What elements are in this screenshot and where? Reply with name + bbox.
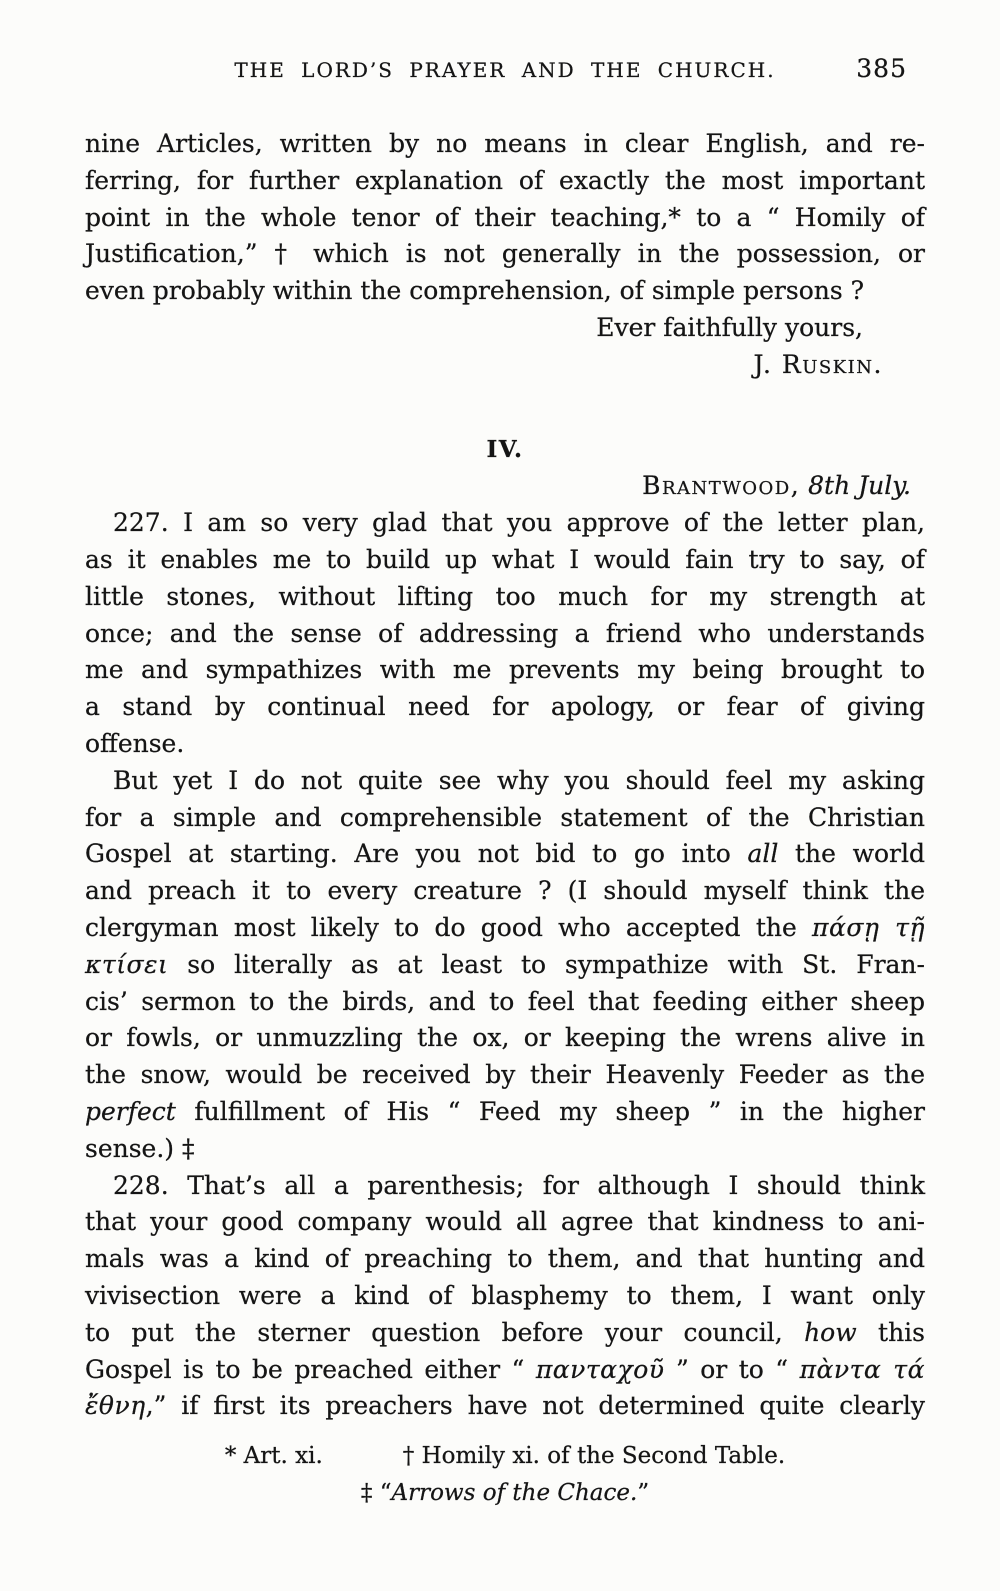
text-segment: sense.) ‡ [85, 1133, 195, 1163]
text-segment: a stand by continual need for apology, or fear of giving [85, 692, 925, 722]
footnote-title: Arrows of the Chace. [391, 1479, 638, 1506]
text-segment: 227. I am so very glad that you approve of the letter plan, [113, 508, 925, 538]
text-line [85, 1094, 925, 1131]
text-line [85, 1204, 925, 1241]
text-line [85, 126, 925, 163]
text-line [85, 800, 925, 837]
page-body [85, 126, 925, 1513]
text-line [85, 1168, 925, 1205]
footnote-dagger: † Homily xi. of the Second Table. [402, 1443, 786, 1470]
paragraph-227 [85, 505, 925, 763]
paragraph-opening [85, 126, 925, 310]
text-segment: this [856, 1317, 925, 1347]
paragraph-228 [85, 1168, 925, 1426]
text-line [85, 652, 925, 689]
greek-text: πὰντα τά [799, 1354, 926, 1384]
text-line [85, 432, 925, 469]
greek-text: πανταχοῦ [535, 1354, 665, 1384]
text-segment: the snow, would be received by their Heavenly Feeder as the [85, 1060, 925, 1090]
text-line [85, 689, 925, 726]
author-name: J. Ruskin. [753, 349, 883, 379]
emphasis-text: how [804, 1317, 857, 1347]
footnote-row-2 [85, 1476, 925, 1513]
text-segment: vivisection were a kind of blasphemy to them, I want only [85, 1280, 925, 1310]
text-line [85, 1057, 925, 1094]
date-text: 8th July. [800, 471, 911, 501]
text-line [85, 947, 925, 984]
text-segment: the world [778, 839, 925, 869]
text-line [85, 579, 925, 616]
text-segment: ” [637, 1479, 650, 1506]
text-segment: ferring, for further explanation of exactly the most important [85, 165, 925, 195]
text-segment: that your good company would all agree that kindness to ani- [85, 1207, 925, 1237]
text-line [85, 1315, 925, 1352]
text-segment: ,” if first its preachers have not determined quite clearly [145, 1391, 925, 1421]
text-segment: as it enables me to build up what I would fain try to say, of [85, 544, 925, 574]
running-header-title: THE LORD’S PRAYER AND THE CHURCH. [234, 58, 776, 82]
text-line [85, 726, 925, 763]
text-segment: Justification,” † which is not generally in the possession, or [85, 239, 925, 269]
text-line [85, 163, 925, 200]
text-segment: for a simple and comprehensible statement of the Christian [85, 802, 925, 832]
text-line [85, 347, 883, 384]
text-segment: Ever faithfully yours, [596, 312, 863, 342]
text-segment: nine Articles, written by no means in clear English, and re- [85, 129, 925, 158]
text-segment: Gospel is to be preached either “ [85, 1354, 536, 1384]
closing-signature [85, 347, 925, 384]
place-name: Brantwood, [642, 471, 801, 501]
text-segment: me and sympathizes with me prevents my being brought to [85, 655, 925, 685]
greek-text: κτίσει [85, 949, 169, 979]
text-segment: mals was a kind of preaching to them, and that hunting and [85, 1244, 925, 1274]
footnote-double-dagger: ‡ “ [360, 1479, 392, 1506]
footnote-asterisk: * Art. xi. [224, 1443, 323, 1470]
text-line [85, 505, 925, 542]
text-line [85, 1241, 925, 1278]
greek-text: πάσῃ τῇ [812, 912, 925, 942]
text-segment: Gospel at starting. Are you not bid to go into [85, 839, 748, 869]
text-line [85, 1278, 925, 1315]
closing-valediction [85, 310, 925, 347]
text-line [85, 273, 925, 310]
text-line [85, 1388, 925, 1425]
text-segment: ” or to “ [664, 1354, 800, 1384]
section-heading [85, 432, 925, 469]
text-segment: once; and the sense of addressing a friend who understands [85, 618, 925, 648]
page-number: 385 [856, 54, 907, 83]
text-segment: point in the whole tenor of their teaching,* to a “ Homily of [85, 202, 925, 232]
section-number: IV. [486, 435, 524, 463]
text-segment: clergyman most likely to do good who accepted the [85, 912, 813, 942]
text-line [85, 836, 925, 873]
dateline [85, 468, 925, 505]
text-segment: and preach it to every creature ? (I should myself think the [85, 876, 925, 906]
text-segment: But yet I do not quite see why you should feel my asking [113, 765, 925, 795]
text-segment: little stones, without lifting too much for my strength at [85, 581, 925, 611]
text-segment: even probably within the comprehension, of simple persons ? [85, 276, 865, 306]
text-line [85, 310, 863, 347]
footnote-row [85, 1439, 925, 1476]
text-segment: or fowls, or unmuzzling the ox, or keeping the wrens alive in [85, 1023, 925, 1053]
text-line [85, 763, 925, 800]
text-line [85, 200, 925, 237]
text-line [85, 1020, 925, 1057]
text-segment: so literally as at least to sympathize with St. Fran- [168, 949, 925, 979]
text-line [85, 910, 925, 947]
text-line [85, 873, 925, 910]
text-segment: cis’ sermon to the birds, and to feel that feeding either sheep [85, 986, 925, 1016]
text-line [85, 542, 925, 579]
text-line [85, 236, 925, 273]
text-segment: to put the sterner question before your council, [85, 1317, 805, 1347]
running-header [85, 54, 925, 86]
text-segment: fulfillment of His “ Feed my sheep ” in the higher [175, 1096, 925, 1126]
greek-text: ἔθνη [85, 1391, 146, 1421]
text-line [85, 616, 925, 653]
text-line [85, 984, 925, 1021]
text-line [85, 468, 911, 505]
paragraph-but-yet [85, 763, 925, 1168]
text-segment: offense. [85, 728, 185, 758]
emphasis-text: perfect [85, 1096, 176, 1126]
text-segment: 228. That’s all a parenthesis; for although I should think [113, 1170, 925, 1200]
text-line [85, 1439, 925, 1476]
text-line [85, 1476, 925, 1513]
text-line [85, 1131, 925, 1168]
text-line [85, 1352, 925, 1389]
emphasis-text: all [747, 839, 779, 869]
